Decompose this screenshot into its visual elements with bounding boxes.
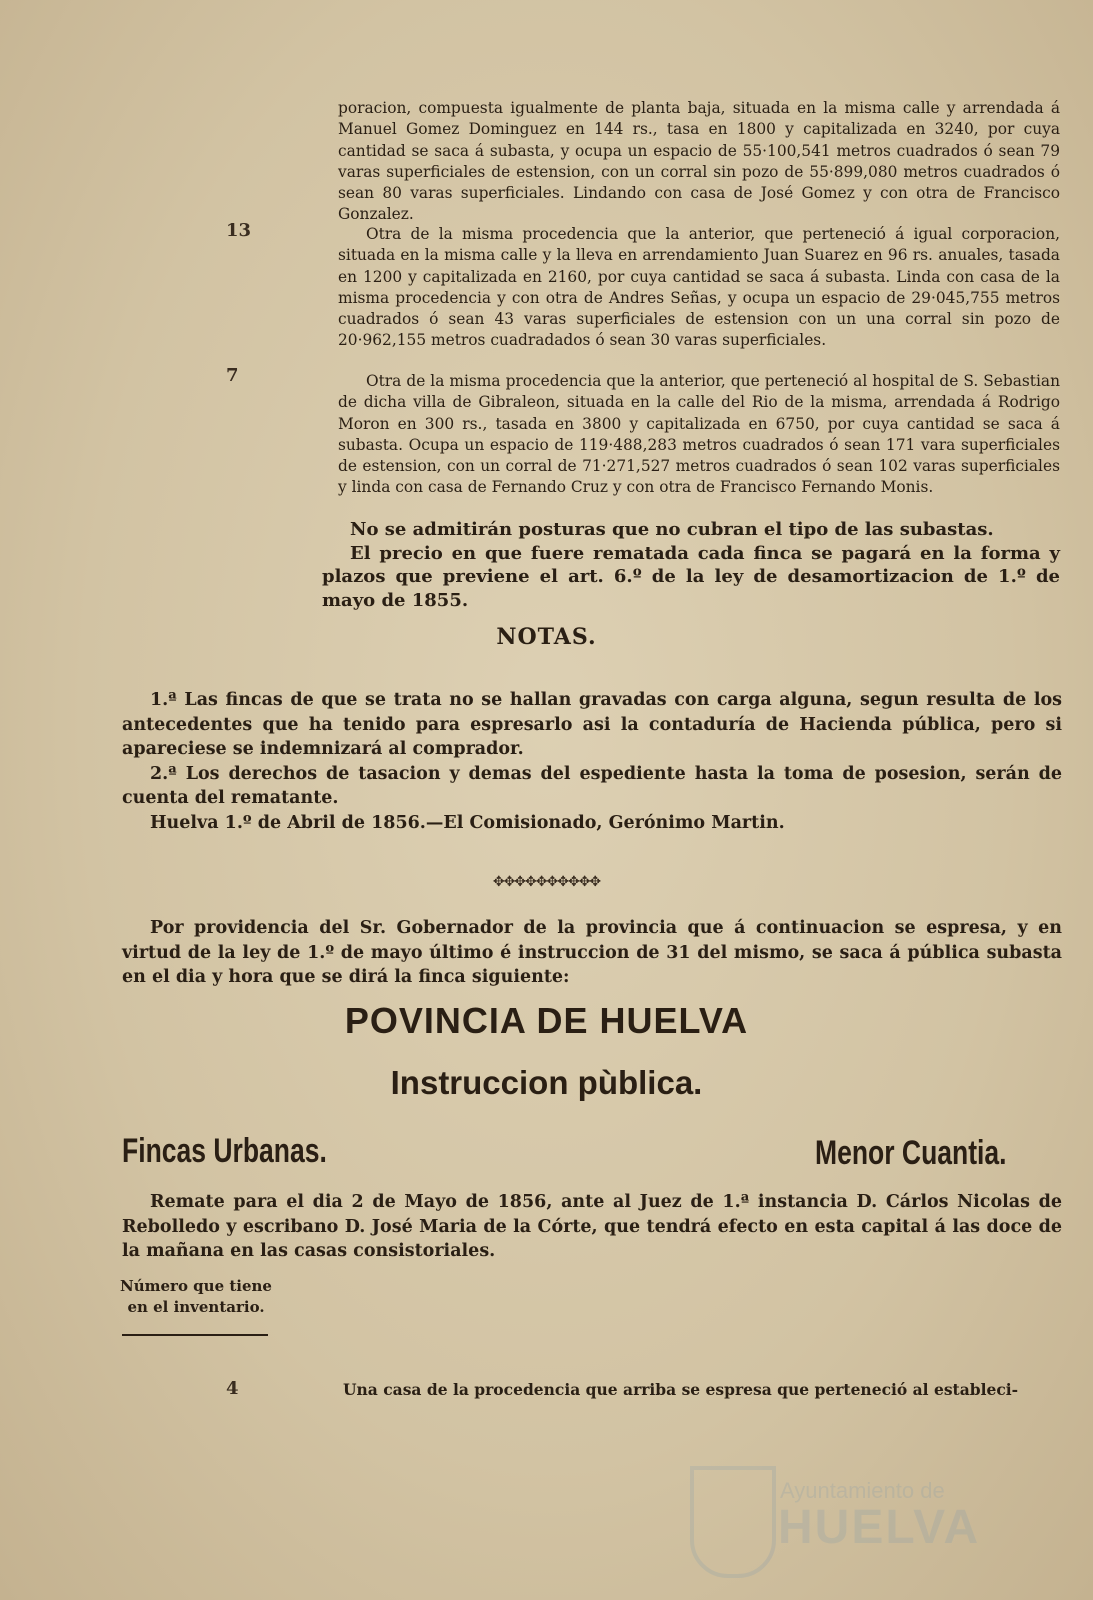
note-1: 1.ª Las fincas de que se trata no se hallan gravadas con carga alguna, segun resulta de los antecedentes que ha tenido para espresarlo asi la contaduría de Hacienda pública, pero si apareciese se indemnizará al comprador. — [122, 690, 1062, 759]
archive-watermark — [690, 1460, 1050, 1580]
final-property-line: Una casa de la procedencia que arriba se espresa que perteneció al estableci- — [343, 1380, 1019, 1399]
small-amount-heading: Menor Cuantia. — [815, 1134, 1007, 1172]
property-paragraph-b: Otra de la misma procedencia que la anterior, que perteneció á igual corporacion, situada en la misma calle y la lleva en arrendamiento Juan Suarez en 96 rs. anuales, tasada en 1200 y capitalizada en 2160, por cuya cantidad se saca á subasta. Linda con casa de la misma procedencia y con otra de Andres Señas, y ocupa un espacio de 29·045,755 metros cuadrados ó sean 43 varas superficiales de estension con un una corral sin pozo de 20·962,155 metros cuadradados ó sean 30 varas superficiales. — [338, 225, 1060, 350]
coat-of-arms-icon — [690, 1466, 776, 1578]
note-2: 2.ª Los derechos de tasacion y demas del espediente hasta la toma de posesion, serán de cuenta del rematante. — [122, 763, 1062, 808]
ornament-divider: ✥✥✥✥✥✥✥✥✥✥ — [492, 874, 601, 890]
notes-block — [122, 688, 1062, 835]
lot-number-7: 7 — [226, 365, 239, 386]
province-heading: POVINCIA DE HUELVA — [344, 1000, 749, 1041]
auction-intro: Por providencia del Sr. Gobernador de la provincia que á continuacion se espresa, y en virtud de la ley de 1.º de mayo último é instruccion de 31 del mismo, se saca á pública subasta en el dia y hora que se dirá la finca siguiente: — [122, 918, 1062, 987]
auction-details: Remate para el dia 2 de Mayo de 1856, ante al Juez de 1.ª instancia D. Cárlos Nicolas de Rebolledo y escribano D. José Maria de la Córte, que tendrá efecto en esta capital á las doce de la mañana en las casas consistoriales. — [122, 1192, 1062, 1261]
urban-estates-heading: Fincas Urbanas. — [122, 1132, 327, 1170]
condition-minimum-bid: No se admitirán posturas que no cubran el tipo de las subastas. — [350, 519, 994, 540]
notes-title: NOTAS. — [496, 624, 597, 650]
column-rule — [122, 1334, 268, 1336]
watermark-bottom-text: HUELVA — [778, 1501, 981, 1554]
lot-number-13: 13 — [226, 220, 252, 241]
auction-conditions — [322, 518, 1060, 612]
watermark-top-text: Ayuntamiento de — [780, 1478, 945, 1503]
signature-line: Huelva 1.º de Abril de 1856.—El Comisionado, Gerónimo Martin. — [150, 812, 785, 833]
section-heading: Instruccion pùblica. — [390, 1064, 703, 1101]
inventory-column-header: Número que tiene en el inventario. — [120, 1277, 272, 1316]
property-paragraph-a: poracion, compuesta igualmente de planta baja, situada en la misma calle y arrendada á Manuel Gomez Dominguez en 144 rs., tasa en 1800 y capitalizada en 3240, por cuya cantidad se saca á subasta, y ocupa un espacio de 55·100,541 metros cuadrados ó sean 79 varas superficiales de estension, con un corral sin pozo de 55·899,080 metros cuadrados ó sean 80 varas superficiales. Lindando con casa de José Gomez y con otra de Francisco Gonzalez. — [338, 99, 1060, 224]
property-paragraph-c: Otra de la misma procedencia que la anterior, que perteneció al hospital de S. Sebastian de dicha villa de Gibraleon, situada en la calle del Rio de la misma, arrendada á Rodrigo Moron en 300 rs., tasada en 3800 y capitalizada en 6750, por cuya cantidad se saca á subasta. Ocupa un espacio de 119·488,283 metros cuadrados ó sean 171 vara superficiales de estension, con un corral de 71·271,527 metros cuadrados ó sean 102 varas superficiales y linda con casa de Fernando Cruz y con otra de Francisco Fernando Monis. — [338, 372, 1060, 497]
condition-payment: El precio en que fuere rematada cada finca se pagará en la forma y plazos que previene el art. 6.º de la ley de desamortizacion de 1.º de mayo de 1855. — [322, 542, 1060, 611]
lot-number-4: 4 — [226, 1378, 239, 1399]
